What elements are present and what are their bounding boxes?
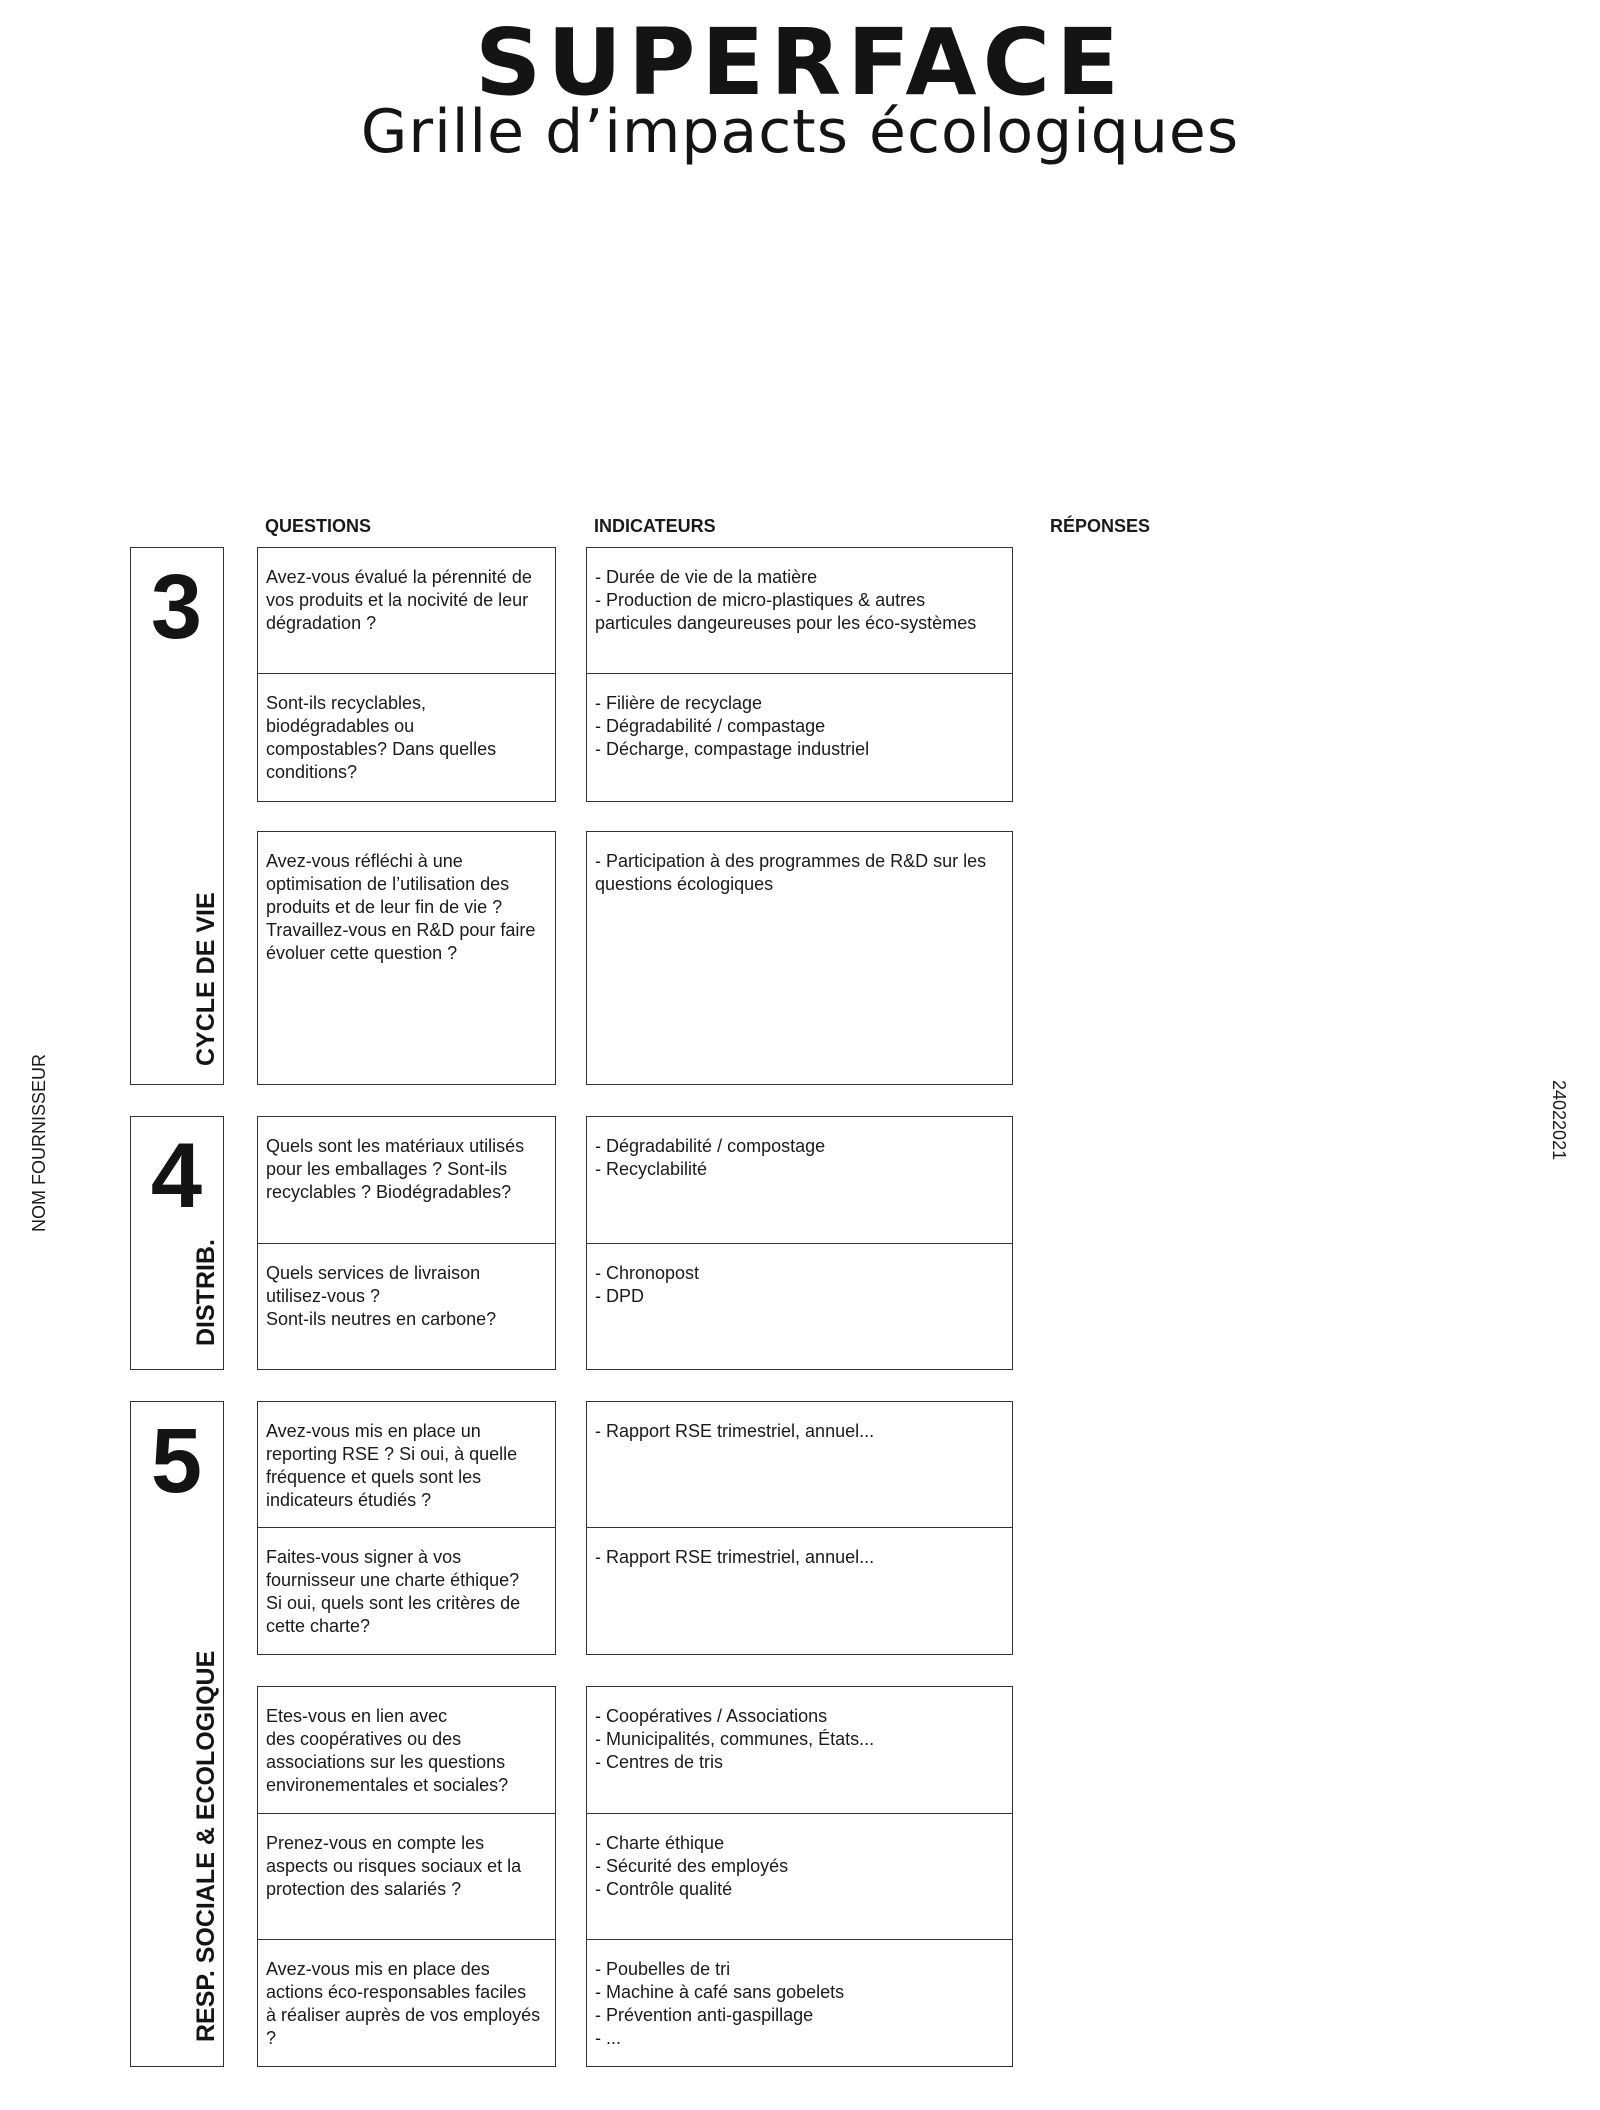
page-subtitle: Grille d’impacts écologiques: [360, 97, 1240, 167]
section-number: 4: [150, 1125, 203, 1227]
document-date: 24022021: [1549, 1080, 1569, 1161]
brand-title: SUPERFACE: [475, 9, 1125, 116]
indicator-cell: - Rapport RSE trimestriel, annuel...: [587, 1402, 1012, 1528]
indicator-group: [586, 831, 1013, 1085]
indicator-cell: - Charte éthique - Sécurité des employés - Contrôle qualité: [587, 1814, 1012, 1940]
indicator-cell: - Dégradabilité / compostage - Recyclabilité: [587, 1117, 1012, 1244]
section-label: CYCLE DE VIE: [192, 892, 220, 1066]
question-cell: Etes-vous en lien avec des coopératives ou des associations sur les questions environementales et sociales?: [258, 1687, 555, 1814]
indicator-cell: - Durée de vie de la matière - Production de micro-plastiques & autres particules dangeureuses pour les éco-systèmes: [587, 548, 1012, 674]
section-4: [130, 1116, 224, 1370]
section-number: 5: [150, 1410, 203, 1512]
question-group: [257, 1686, 556, 2067]
section-3: [130, 547, 224, 1085]
question-cell: Sont-ils recyclables, biodégradables ou compostables? Dans quelles conditions?: [266, 693, 497, 782]
indicator-cell: - Filière de recyclage - Dégradabilité / compastage - Décharge, compastage industriel: [595, 693, 870, 759]
question-cell: Prenez-vous en compte les aspects ou risques sociaux et la protection des salariés ?: [258, 1814, 555, 1940]
indicator-cell: - Participation à des programmes de R&D sur les questions écologiques: [595, 851, 987, 894]
column-header-answers: RÉPONSES: [1050, 516, 1151, 536]
indicator-cell: - Chronopost - DPD: [595, 1263, 700, 1306]
section-label: DISTRIB.: [192, 1239, 220, 1346]
question-group: [257, 547, 556, 802]
section-number: 3: [150, 556, 203, 658]
question-cell: Faites-vous signer à vos fournisseur une charte éthique? Si oui, quels sont les critères de cette charte?: [266, 1547, 521, 1636]
indicator-group: [586, 547, 1013, 802]
indicator-group: [586, 1401, 1013, 1655]
indicator-cell: - Rapport RSE trimestriel, annuel...: [595, 1547, 875, 1567]
indicator-group: [586, 1116, 1013, 1370]
indicator-group: [586, 1686, 1013, 2067]
section-5: [130, 1401, 224, 2067]
column-header-questions: QUESTIONS: [265, 516, 372, 536]
question-cell: Avez-vous réfléchi à une optimisation de l’utilisation des produits et de leur fin de vie ? Travaillez-vous en R&D pour faire évoluer cette question ?: [266, 851, 536, 963]
column-header-indicators: INDICATEURS: [594, 516, 716, 536]
supplier-name-label: NOM FOURNISSEUR: [29, 1053, 49, 1232]
question-cell: Quels sont les matériaux utilisés pour les emballages ? Sont-ils recyclables ? Biodégradables?: [258, 1117, 555, 1244]
question-group: [257, 831, 556, 1085]
question-group: [257, 1401, 556, 1655]
question-cell: Avez-vous évalué la pérennité de vos produits et la nocivité de leur dégradation ?: [258, 548, 555, 674]
question-cell: Avez-vous mis en place des actions éco-responsables faciles à réaliser auprès de vos employés ?: [266, 1959, 541, 2048]
question-group: [257, 1116, 556, 1370]
section-label: RESP. SOCIALE & ECOLOGIQUE: [192, 1650, 220, 2042]
question-cell: Quels services de livraison utilisez-vous ? Sont-ils neutres en carbone?: [266, 1263, 497, 1329]
indicator-cell: - Coopératives / Associations - Municipalités, communes, États... - Centres de tris: [587, 1687, 1012, 1814]
indicator-cell: - Poubelles de tri - Machine à café sans gobelets - Prévention anti-gaspillage - ...: [595, 1959, 845, 2048]
question-cell: Avez-vous mis en place un reporting RSE ? Si oui, à quelle fréquence et quels sont les indicateurs étudiés ?: [258, 1402, 555, 1528]
